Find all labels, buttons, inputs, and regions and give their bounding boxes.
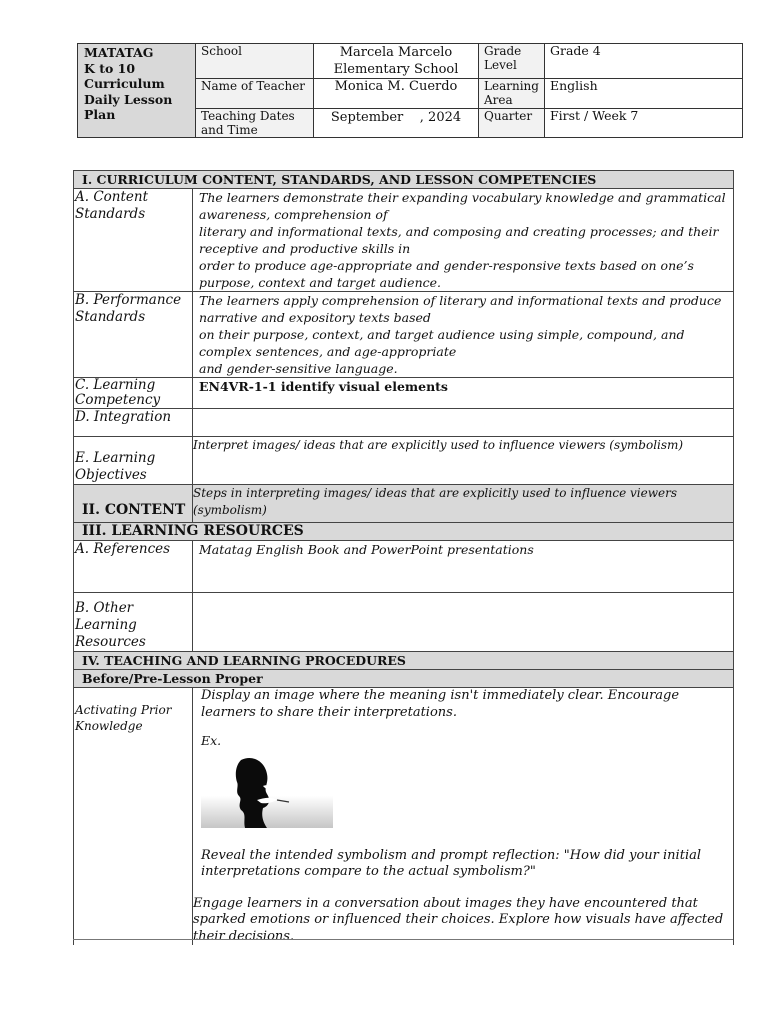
section-heading-procedures: IV. TEACHING AND LEARNING PROCEDURES (74, 652, 734, 670)
quarter-value[interactable]: First / Week 7 (545, 108, 743, 137)
form-title-line: MATATAG (84, 45, 154, 60)
lesson-plan-body (73, 170, 734, 945)
section-heading-curriculum: I. CURRICULUM CONTENT, STANDARDS, AND LESSON COMPETENCIES (74, 171, 734, 189)
performance-standards-line: on their purpose, context, and target audience using simple, compound, and complex sentences, and age-appropriate (199, 327, 685, 359)
grade-value[interactable]: Grade 4 (545, 44, 743, 79)
performance-standards-label: B. Performance Standards (74, 292, 193, 378)
activity-instruction: Display an image where the meaning isn't immediately clear. Encourage learners to share their interpretations. (201, 688, 680, 720)
content-standards-line: order to produce age-appropriate and gender-responsive texts based on one’s purpose, context and target audience. (199, 258, 694, 290)
form-title-line: Daily Lesson (84, 91, 173, 107)
other-resources-text[interactable] (193, 593, 734, 652)
table-bottom-edge (73, 939, 733, 940)
pre-lesson-heading: Before/Pre-Lesson Proper (74, 670, 734, 688)
content-standards-line: The learners demonstrate their expanding vocabulary knowledge and grammatical awareness, comprehension of (199, 190, 726, 222)
form-title (78, 44, 196, 138)
school-label: School (196, 44, 314, 79)
learning-objectives-text[interactable]: Interpret images/ ideas that are explicitly used to influence viewers (symbolism) (193, 437, 734, 485)
content-standards-label: A. Content Standards (74, 189, 193, 292)
grade-label: Grade Level (479, 44, 545, 79)
content-text[interactable]: Steps in interpreting images/ ideas that are explicitly used to influence viewers (symbolism) (193, 485, 734, 523)
other-resources-label: B. Other Learning Resources (74, 593, 193, 652)
dates-label: Teaching Dates and Time (196, 108, 314, 137)
form-title-line: Plan (84, 107, 116, 122)
activating-prior-knowledge-cell[interactable] (193, 688, 734, 946)
section-heading-content: II. CONTENT (74, 485, 193, 523)
teacher-value[interactable]: Monica M. Cuerdo (314, 79, 479, 108)
school-value[interactable]: Marcela Marcelo Elementary School (314, 44, 479, 79)
references-text[interactable]: Matatag English Book and PowerPoint presentations (193, 541, 734, 593)
performance-standards-text[interactable] (193, 292, 734, 378)
performance-standards-line: and gender-sensitive language. (199, 361, 398, 376)
example-label: Ex. (201, 733, 222, 748)
form-title-line: K to 10 (84, 60, 136, 76)
references-label: A. References (74, 541, 193, 593)
form-title-line: Curriculum (84, 76, 165, 91)
quarter-label: Quarter (479, 108, 545, 137)
learning-objectives-label: E. Learning Objectives (74, 437, 193, 485)
area-label: Learning Area (479, 79, 545, 108)
section-heading-resources: III. LEARNING RESOURCES (74, 523, 734, 541)
integration-label: D. Integration (74, 409, 193, 437)
learning-competency-text[interactable]: EN4VR-1-1 identify visual elements (193, 378, 734, 409)
teacher-label: Name of Teacher (196, 79, 314, 108)
learning-competency-label: C. Learning Competency (74, 378, 193, 409)
dates-value[interactable]: September , 2024 (314, 108, 479, 137)
content-standards-text[interactable] (193, 189, 734, 292)
lesson-plan-header (77, 43, 743, 138)
symbolism-example-image (201, 756, 333, 828)
reflection-prompt: Reveal the intended symbolism and prompt reflection: "How did your initial interpretations compare to the actual symbolism?" (201, 847, 702, 879)
integration-text[interactable] (193, 409, 734, 437)
area-value[interactable]: English (545, 79, 743, 108)
content-standards-line: literary and informational texts, and composing and creating processes; and their receptive and productive skills in (199, 224, 719, 256)
performance-standards-line: The learners apply comprehension of literary and informational texts and produce narrative and expository texts based (199, 293, 722, 325)
discussion-prompt: Engage learners in a conversation about images they have encountered that sparked emotions or influenced their choices. Explore how visuals have affected their decisions. (193, 895, 724, 944)
activating-prior-knowledge-label: Activating Prior Knowledge (74, 688, 193, 946)
silhouette-face-icon (201, 756, 333, 828)
